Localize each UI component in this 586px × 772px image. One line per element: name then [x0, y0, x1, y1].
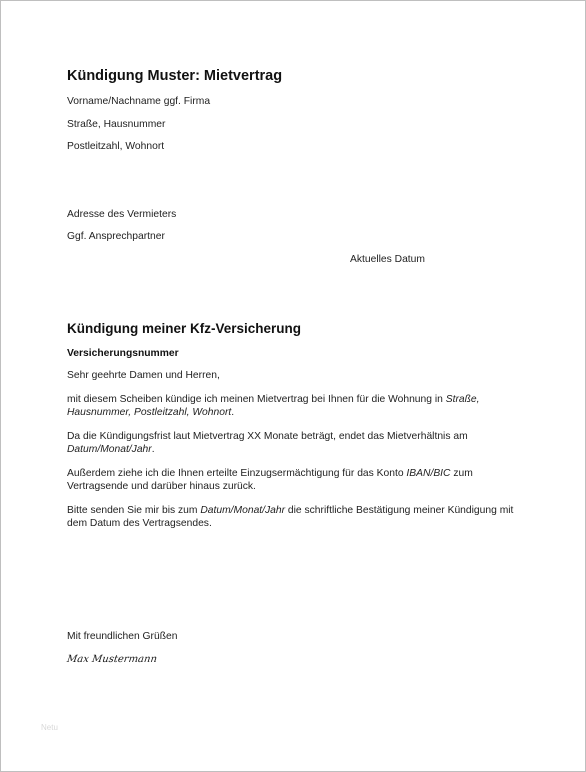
paragraph-2 — [67, 430, 527, 456]
p1-italic-street: Straße, — [445, 394, 480, 405]
p3-text: Außerdem ziehe ich die Ihnen erteilte Einzugsermächtigung für das Konto — [67, 468, 407, 479]
paragraph-4 — [67, 504, 527, 530]
p2-end: . — [151, 444, 155, 455]
closing: Mit freundlichen Grüßen — [67, 631, 178, 642]
p4-line-2: dem Datum des Vertragsendes. — [67, 518, 212, 529]
p3-text-2: zum — [450, 468, 473, 479]
paragraph-3 — [67, 467, 527, 493]
footer-watermark: Netu — [41, 723, 58, 732]
letter-date: Aktuelles Datum — [350, 254, 425, 265]
p4-text-2: die schriftliche Bestätigung meiner Kündigung mit — [285, 505, 514, 516]
reference-label: Versicherungsnummer — [67, 348, 179, 359]
sender-street: Straße, Hausnummer — [67, 119, 166, 130]
sender-city: Postleitzahl, Wohnort — [67, 141, 165, 152]
p1-italic-address: Hausnummer, Postleitzahl, Wohnort — [67, 407, 232, 418]
p4-text: Bitte senden Sie mir bis zum — [67, 505, 201, 516]
sender-name: Vorname/Nachname ggf. Firma — [67, 96, 211, 107]
p2-text: Da die Kündigungsfrist laut Mietvertrag XX Monate beträgt, endet das Mietverhältnis am — [67, 431, 468, 442]
recipient-address: Adresse des Vermieters — [67, 209, 177, 220]
paragraph-1 — [67, 393, 527, 419]
p4-italic-date: Datum/Monat/Jahr — [200, 505, 286, 516]
p3-italic-iban: IBAN/BIC — [406, 468, 451, 479]
recipient-contact: Ggf. Ansprechpartner — [67, 231, 165, 242]
p2-italic-date: Datum/Monat/Jahr — [67, 444, 152, 455]
p3-line-2: Vertragsende und darüber hinaus zurück. — [67, 481, 256, 492]
letter-title: Kündigung Muster: Mietvertrag — [67, 68, 283, 84]
signature: Max Mustermann — [66, 654, 158, 665]
salutation: Sehr geehrte Damen und Herren, — [67, 370, 220, 381]
letter-subject: Kündigung meiner Kfz-Versicherung — [67, 321, 302, 336]
p1-end: . — [231, 407, 235, 418]
p1-text: mit diesem Scheiben kündige ich meinen Mietvertrag bei Ihnen für die Wohnung in — [67, 394, 446, 405]
